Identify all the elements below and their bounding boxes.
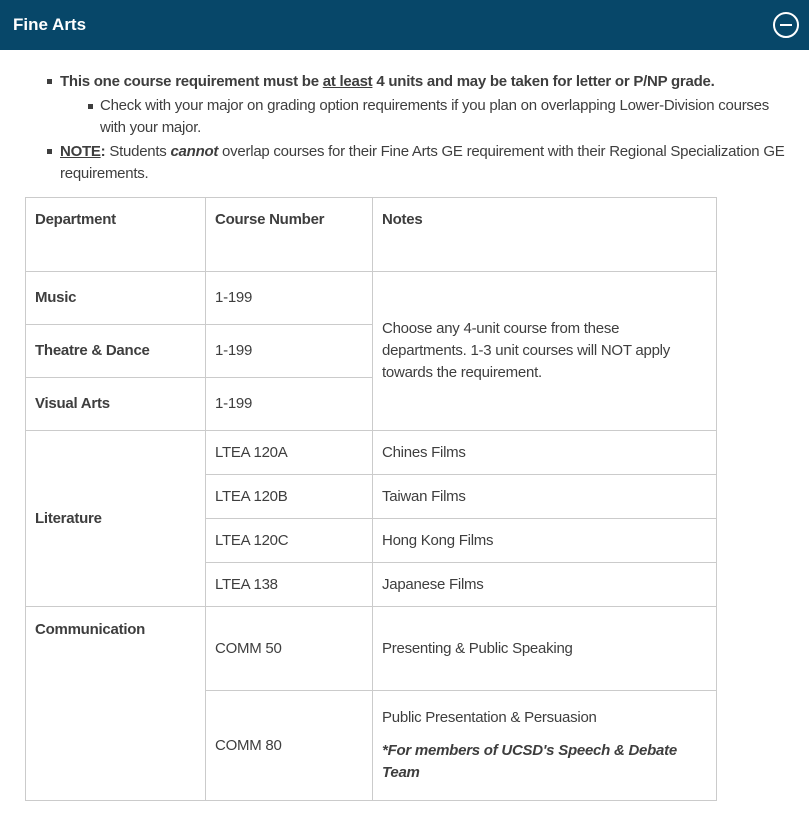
table-header-row — [26, 198, 717, 272]
bullet-major-grading-note: Check with your major on grading option requirements if you plan on overlapping Lower-Division courses with your major. — [100, 95, 795, 139]
dept-cell-music: Music — [26, 272, 206, 325]
header-cell-department: Department — [26, 198, 206, 272]
bullet-overlap-note — [60, 141, 795, 185]
course-cell-music: 1-199 — [206, 272, 373, 325]
course-cell-ltea-120b: LTEA 120B — [206, 475, 373, 519]
intro-sub-list — [60, 95, 795, 139]
accordion-title: Fine Arts — [13, 15, 87, 34]
course-cell-comm-50: COMM 50 — [206, 607, 373, 691]
note-cell-ltea-138: Japanese Films — [373, 563, 717, 607]
header-cell-notes: Notes — [373, 198, 717, 272]
dept-cell-theatre-dance: Theatre & Dance — [26, 325, 206, 378]
course-cell-ltea-120c: LTEA 120C — [206, 519, 373, 563]
note-comm-80-title: Public Presentation & Persuasion — [382, 709, 597, 726]
minus-circle-icon[interactable] — [773, 12, 799, 38]
bullet1-text-underlined: at least — [322, 73, 373, 90]
note-cell-ltea-120a: Chines Films — [373, 431, 717, 475]
bullet1-text-pre: This one course requirement must be — [60, 73, 323, 90]
course-cell-ltea-138: LTEA 138 — [206, 563, 373, 607]
note-text-post: overlap courses for their Fine Arts GE requirement with their Regional Specialization GE requirements. — [60, 143, 785, 182]
accordion-header-fine-arts[interactable] — [0, 0, 809, 50]
note-text-cannot: cannot — [170, 143, 219, 160]
note-cell-comm-50: Presenting & Public Speaking — [373, 607, 717, 691]
note-label: NOTE — [60, 143, 101, 160]
table-row-music — [26, 272, 717, 325]
dept-cell-literature: Literature — [26, 431, 206, 607]
note-cell-shared: Choose any 4-unit course from these departments. 1-3 unit courses will NOT apply towards the requirement. — [373, 272, 717, 431]
dept-cell-visual-arts: Visual Arts — [26, 378, 206, 431]
course-cell-theatre-dance: 1-199 — [206, 325, 373, 378]
accordion-body — [0, 50, 809, 801]
course-cell-ltea-120a: LTEA 120A — [206, 431, 373, 475]
course-cell-comm-80: COMM 80 — [206, 691, 373, 801]
fine-arts-course-table — [25, 197, 717, 801]
bullet1-text-post: 4 units and may be taken for letter or P/NP grade. — [372, 73, 715, 90]
dept-cell-communication: Communication — [26, 607, 206, 801]
note-cell-ltea-120c: Hong Kong Films — [373, 519, 717, 563]
course-cell-visual-arts: 1-199 — [206, 378, 373, 431]
note-colon: : — [100, 143, 106, 160]
table-row-comm-50 — [26, 607, 717, 691]
note-cell-comm-80 — [373, 691, 717, 801]
bullet-units-requirement — [60, 71, 795, 139]
note-comm-80-footnote: *For members of UCSD's Speech & Debate Team — [382, 742, 677, 781]
note-cell-ltea-120b: Taiwan Films — [373, 475, 717, 519]
note-text-pre: Students — [105, 143, 171, 160]
table-row-ltea-120a — [26, 431, 717, 475]
header-cell-course-number: Course Number — [206, 198, 373, 272]
intro-bullet-list — [0, 50, 809, 185]
